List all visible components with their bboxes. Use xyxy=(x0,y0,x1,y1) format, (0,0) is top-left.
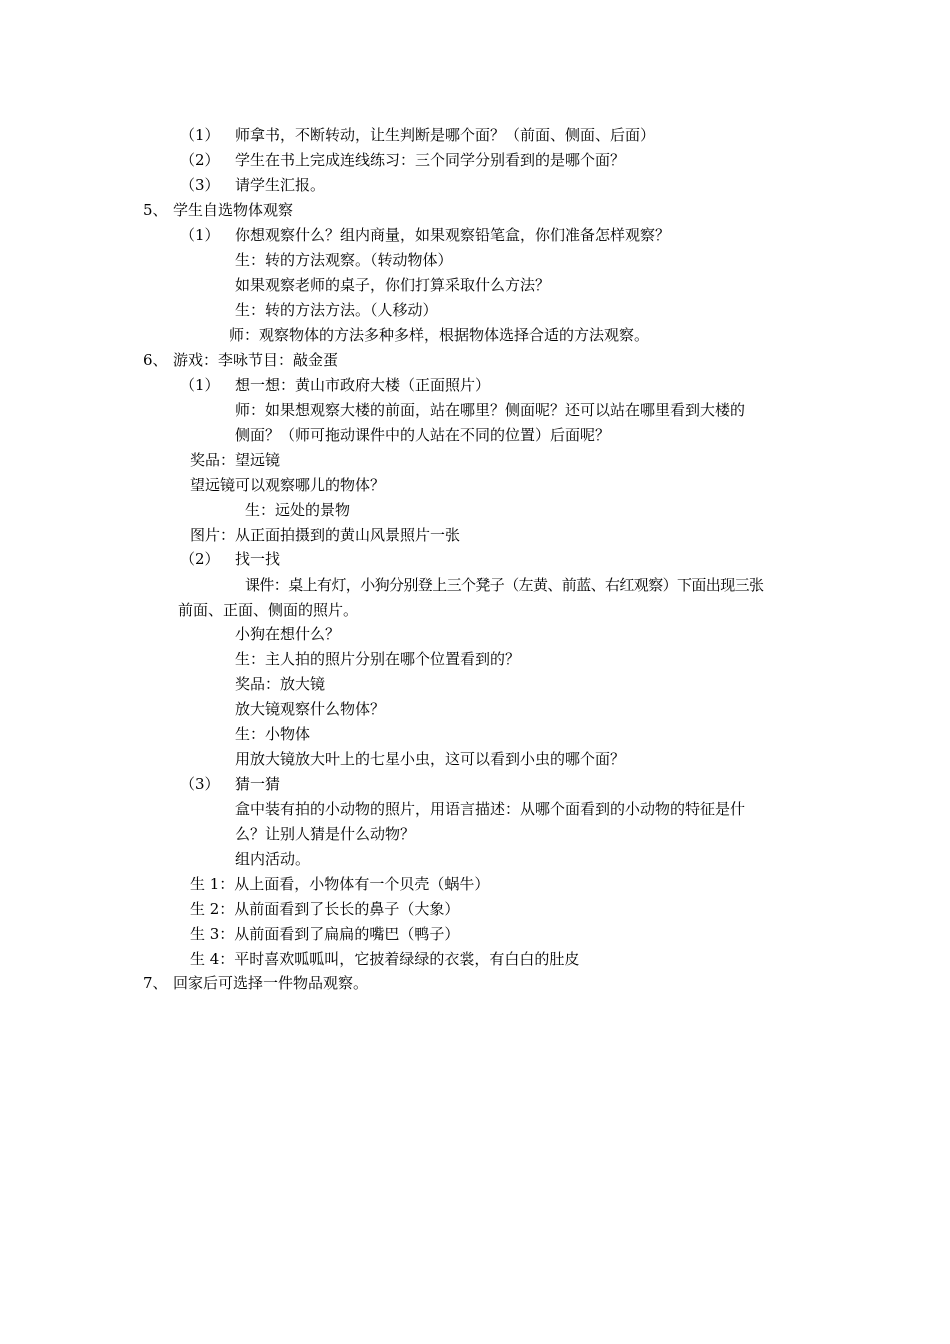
body-line: 生：小物体 xyxy=(235,725,311,743)
body-line: 小狗在想什么？ xyxy=(235,625,341,643)
item-number: （3） xyxy=(180,176,220,194)
section-heading: 回家后可选择一件物品观察。 xyxy=(173,974,369,992)
section-number: 6、 xyxy=(143,351,168,369)
body-line: 生 4：平时喜欢呱呱叫，它披着绿绿的衣裳，有白白的肚皮 xyxy=(190,950,580,968)
body-line: 么？让别人猜是什么动物？ xyxy=(235,825,416,843)
section-number: 5、 xyxy=(143,201,168,219)
body-line: 放大镜观察什么物体？ xyxy=(235,700,386,718)
body-line: 如果观察老师的桌子，你们打算采取什么方法？ xyxy=(235,276,551,294)
body-line: 望远镜可以观察哪儿的物体？ xyxy=(190,476,386,494)
item-number: （1） xyxy=(180,126,220,144)
section-heading: 学生自选物体观察 xyxy=(173,201,294,219)
body-line: 侧面？（师可拖动课件中的人站在不同的位置）后面呢？ xyxy=(235,426,611,444)
item-text: 请学生汇报。 xyxy=(235,176,326,194)
body-line: 图片：从正面拍摄到的黄山风景照片一张 xyxy=(190,526,461,544)
body-line: 奖品：望远镜 xyxy=(190,451,281,469)
item-number: （2） xyxy=(180,550,220,568)
body-line: 生：转的方法观察。（转动物体） xyxy=(235,251,453,269)
body-line: 生 3：从前面看到了扁扁的嘴巴（鸭子） xyxy=(190,925,460,943)
item-text: 你想观察什么？组内商量，如果观察铅笔盒，你们准备怎样观察？ xyxy=(235,226,671,244)
body-line: 师：如果想观察大楼的前面，站在哪里？侧面呢？还可以站在哪里看到大楼的 xyxy=(235,401,746,419)
body-line: 组内活动。 xyxy=(235,850,311,868)
body-line: 生 1：从上面看，小物体有一个贝壳（蜗牛） xyxy=(190,875,490,893)
body-line: 生：转的方法方法。（人移动） xyxy=(235,301,438,319)
body-line: 师：观察物体的方法多种多样，根据物体选择合适的方法观察。 xyxy=(229,326,650,344)
section-heading: 游戏：李咏节目：敲金蛋 xyxy=(173,351,339,369)
item-text: 想一想：黄山市政府大楼（正面照片） xyxy=(235,376,491,394)
item-text: 学生在书上完成连线练习：三个同学分别看到的是哪个面？ xyxy=(235,151,626,169)
body-line: 课件：桌上有灯，小狗分别登上三个凳子（左黄、前蓝、右红观察）下面出现三张 xyxy=(245,576,764,594)
body-line: 用放大镜放大叶上的七星小虫，这可以看到小虫的哪个面？ xyxy=(235,750,626,768)
item-text: 猜一猜 xyxy=(235,775,281,793)
item-number: （2） xyxy=(180,151,220,169)
item-number: （3） xyxy=(180,775,220,793)
body-line: 生：主人拍的照片分别在哪个位置看到的？ xyxy=(235,650,521,668)
section-number: 7、 xyxy=(143,974,168,992)
item-number: （1） xyxy=(180,226,220,244)
body-line: 生 2：从前面看到了长长的鼻子（大象） xyxy=(190,900,460,918)
body-line: 前面、正面、侧面的照片。 xyxy=(178,601,359,619)
item-text: 师拿书，不断转动，让生判断是哪个面？（前面、侧面、后面） xyxy=(235,126,656,144)
body-line: 生：远处的景物 xyxy=(245,501,351,519)
item-number: （1） xyxy=(180,376,220,394)
item-text: 找一找 xyxy=(235,550,281,568)
body-line: 盒中装有拍的小动物的照片，用语言描述：从哪个面看到的小动物的特征是什 xyxy=(235,800,746,818)
body-line: 奖品：放大镜 xyxy=(235,675,326,693)
